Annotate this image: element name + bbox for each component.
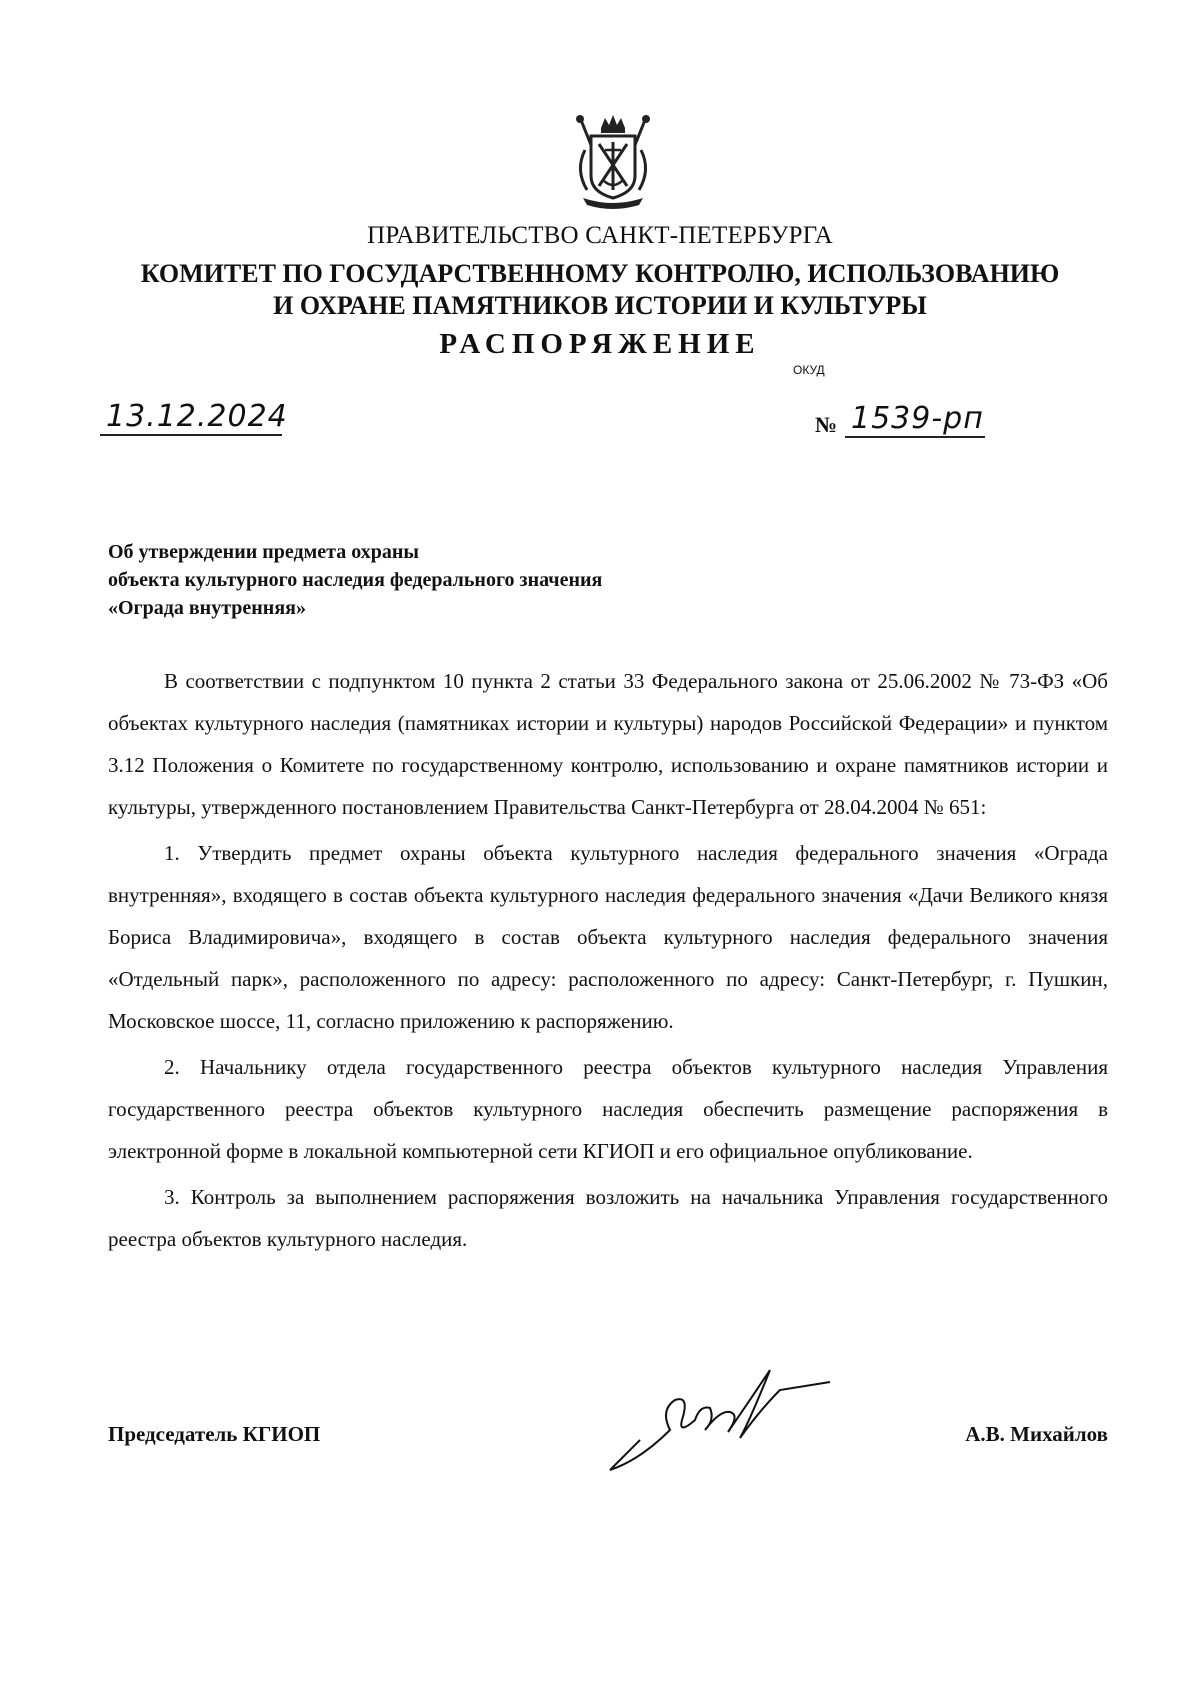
committee-title-line2: И ОХРАНЕ ПАМЯТНИКОВ ИСТОРИИ И КУЛЬТУРЫ — [273, 291, 927, 320]
signatory-position: Председатель КГИОП — [108, 1422, 321, 1446]
document-number: 1539-рп — [851, 401, 984, 436]
handwritten-signature — [600, 1350, 840, 1480]
document-body — [108, 660, 1108, 1264]
signatory-name: А.В. Михайлов — [965, 1422, 1108, 1446]
committee-title — [0, 258, 1200, 322]
document-subject — [108, 538, 1008, 622]
committee-title-line1: КОМИТЕТ ПО ГОСУДАРСТВЕННОМУ КОНТРОЛЮ, ИСПОЛЬЗОВАНИЮ — [140, 259, 1060, 288]
spb-coat-of-arms-icon — [563, 110, 663, 210]
subject-line1: Об утверждении предмета охраны — [108, 541, 419, 563]
subject-line2: объекта культурного наследия федерального значения — [108, 569, 603, 591]
document-type: РАСПОРЯЖЕНИЕ — [439, 328, 761, 360]
body-item-3: 3. Контроль за выполнением распоряжения возложить на начальника Управления государственного реестра объектов культурного наследия. — [108, 1185, 1108, 1251]
date-field — [100, 399, 288, 436]
body-item-2: 2. Начальнику отдела государственного реестра объектов культурного наследия Управления государственного реестра объектов культурного наследия обеспечить размещение распоряжения в электронной форме в локальной компьютерной сети КГИОП и его официальное опубликование. — [108, 1055, 1108, 1163]
okud-label: ОКУД — [793, 363, 825, 377]
number-underline — [845, 402, 985, 438]
subject-line3: «Ограда внутренняя» — [108, 597, 306, 619]
body-item-1: 1. Утвердить предмет охраны объекта культурного наследия федерального значения «Ограда внутренняя», входящего в состав объекта культурного наследия федерального значения «Дачи Великого князя Бориса Владимировича», входящего в состав объекта культурного наследия федерального значения «Отдельный парк», расположенного по адресу: расположенного по адресу: Санкт-Петербург, г. Пушкин, Московское шоссе, 11, согласно приложению к распоряжению. — [108, 841, 1108, 1033]
number-sign: № — [815, 412, 838, 437]
document-date: 13.12.2024 — [106, 399, 288, 434]
body-preamble: В соответствии с подпунктом 10 пункта 2 статьи 33 Федерального закона от 25.06.2002 № 73-ФЗ «Об объектах культурного наследия (памятниках истории и культуры) народов Российской Федерации» и пунктом 3.12 Положения о Комитете по государственному контролю, использованию и охране памятников истории и культуры, утвержденного постановлением Правительства Санкт-Петербурга от 28.04.2004 № 651: — [108, 669, 1108, 819]
government-title: ПРАВИТЕЛЬСТВО САНКТ-ПЕТЕРБУРГА — [367, 222, 833, 249]
